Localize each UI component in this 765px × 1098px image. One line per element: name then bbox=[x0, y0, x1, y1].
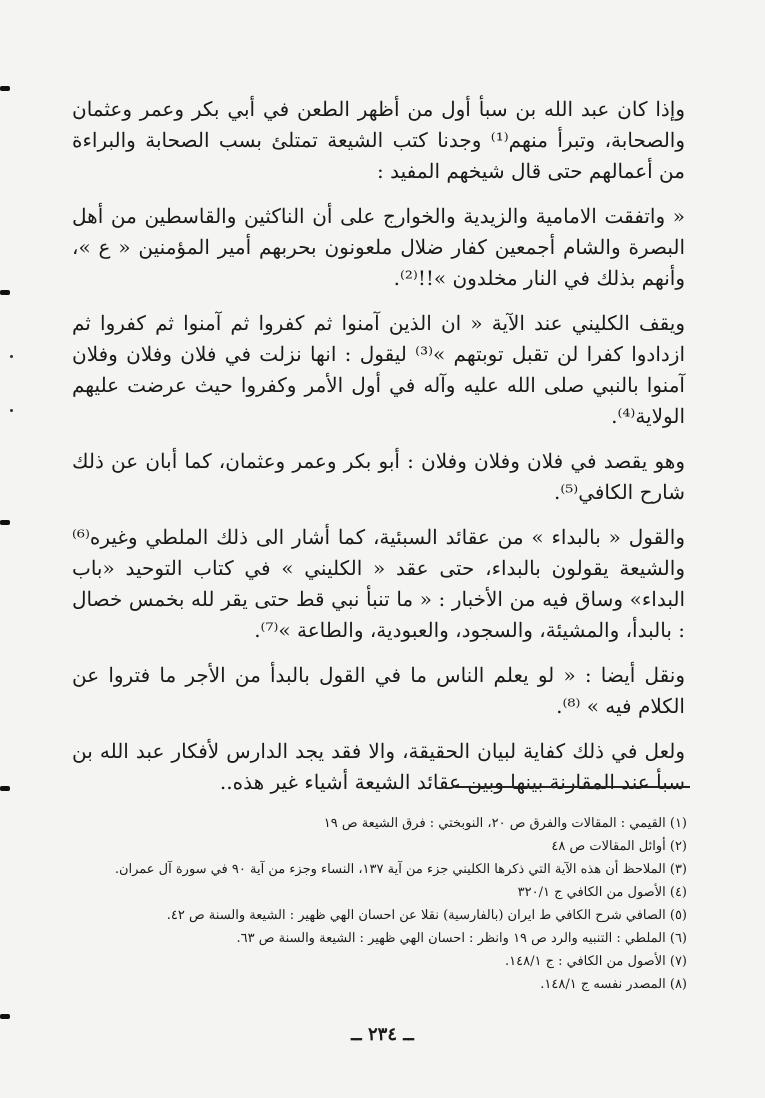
binding-mark bbox=[0, 520, 10, 525]
footnote-divider bbox=[455, 786, 690, 788]
footnote: (٦) الملطي : التنبيه والرد ص ١٩ وانظر : احسان الهي ظهير : الشيعة والسنة ص ٦٣. bbox=[236, 931, 687, 946]
paragraph: ولعل في ذلك كفاية لبيان الحقيقة، والا فقد يجد الدارس لأفكار عبد الله بن سبأ عند المقارنة بينها وبين عقائد الشيعة أشياء غير هذه.. bbox=[72, 739, 685, 794]
footnote: (٢) أوائل المقالات ص ٤٨ bbox=[551, 839, 687, 854]
footnote: (٥) الصافي شرح الكافي ط ايران (بالفارسية) نقلا عن احسان الهي ظهير : الشيعة والسنة ص ٤٢. bbox=[166, 908, 687, 923]
main-text bbox=[72, 94, 685, 812]
footnote: (١) القيمي : المقالات والفرق ص ٢٠، النوبختي : فرق الشيعة ص ١٩ bbox=[323, 816, 687, 831]
margin-dot bbox=[10, 355, 13, 358]
footnote: (٣) الملاحظ أن هذه الآية التي ذكرها الكليني جزء من آية ١٣٧، النساء وجزء من آية ٩٠ في سورة آل عمران. bbox=[114, 862, 687, 877]
paragraph: وإذا كان عبد الله بن سبأ أول من أظهر الطعن في أبي بكر وعمر وعثمان والصحابة، وتبرأ منهم⁽¹⁾ وجدنا كتب الشيعة تمتلئ بسب الصحابة والبراءة من أعمالهم حتى قال شيخهم المفيد : bbox=[72, 97, 686, 183]
footnote: (٨) المصدر نفسه ج ١٤٨/١. bbox=[540, 977, 687, 992]
footnote: (٤) الأصول من الكافي ج ٣٢٠/١ bbox=[517, 885, 687, 900]
binding-mark bbox=[0, 786, 10, 791]
binding-mark bbox=[0, 1014, 10, 1019]
paragraph: ويقف الكليني عند الآية « ان الذين آمنوا ثم كفروا ثم آمنوا ثم كفروا ثم ازدادوا كفرا لن تقبل توبتهم »⁽³⁾ ليقول : انها نزلت في فلان وفلان وفلان آمنوا بالنبي صلى الله عليه وآله في أول الأمر وكفروا حيث عرضت عليهم الولاية⁽⁴⁾. bbox=[72, 311, 686, 428]
paragraph: « واتفقت الامامية والزيدية والخوارج على أن الناكثين والقاسطين من أهل البصرة والشام أجمعين كفار ضلال ملعونون بحربهم أمير المؤمنين « ع »، وأنهم بذلك في النار مخلدون »!!⁽²⁾. bbox=[72, 204, 685, 290]
binding-mark bbox=[0, 290, 10, 295]
paragraph: ونقل أيضا : « لو يعلم الناس ما في القول بالبدأ من الأجر ما فتروا عن الكلام فيه » ⁽⁸⁾. bbox=[72, 663, 685, 718]
paragraph: والقول « بالبداء » من عقائد السبئية، كما أشار الى ذلك الملطي وغيره⁽⁶⁾ والشيعة يقولون بالبداء، حتى عقد « الكليني » في كتاب التوحيد «باب البداء» وساق فيه من الأخبار : « ما تنبأ نبي قط حتى يقر لله بخمس خصال : بالبدأ، والمشيئة، والسجود، والعبودية، والطاعة »⁽⁷⁾. bbox=[72, 525, 685, 642]
footnotes bbox=[80, 812, 687, 996]
binding-mark bbox=[0, 86, 10, 91]
page-number: ــ ٢٣٤ ــ bbox=[351, 1024, 414, 1045]
paragraph: وهو يقصد في فلان وفلان وفلان : أبو بكر وعمر وعثمان، كما أبان عن ذلك شارح الكافي⁽⁵⁾. bbox=[72, 449, 685, 504]
margin-dot bbox=[10, 409, 13, 412]
footnote: (٧) الأصول من الكافي : ج ١٤٨/١. bbox=[504, 954, 687, 969]
